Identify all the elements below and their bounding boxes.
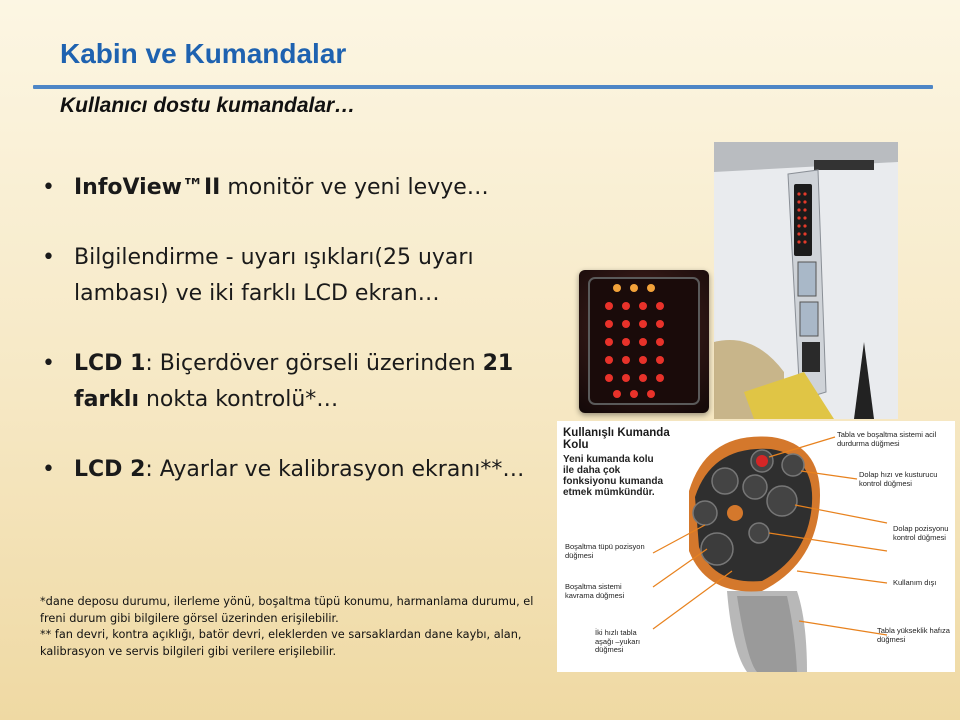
bullet-dot: • <box>42 245 55 270</box>
callout-header-updown: İki hızlı tabla aşağı –yukarı düğmesi <box>595 628 641 654</box>
callout-unload-tube: Boşaltma tüpü pozisyon düğmesi <box>565 542 645 560</box>
bullet-text: monitör ve yeni levye… <box>220 175 489 200</box>
bullet-bold-2: 21 farklı <box>74 351 514 412</box>
callout-unused: Kullanım dışı <box>893 578 937 587</box>
bullet-text: Bilgilendirme - uyarı ışıkları(25 uyarı lambası) ve iki farklı LCD ekran… <box>74 245 474 306</box>
footnotes <box>40 594 560 660</box>
bullet-item <box>40 346 550 418</box>
bullet-bold: LCD 1 <box>74 351 146 376</box>
joystick-description: Yeni kumanda kolu ile daha çok fonksiyonu kumanda etmek mümkündür. <box>563 454 664 498</box>
bullet-item <box>40 240 550 312</box>
bullet-list <box>40 170 550 522</box>
footnote-1: *dane deposu durumu, ilerleme yönü, boşaltma tüpü konumu, harmanlama durumu, el freni durum gibi bilgilere görsel üzerinden erişilebilir. <box>40 595 534 625</box>
bullet-dot: • <box>42 175 55 200</box>
footnote-2: ** fan devri, kontra açıklığı, batör devri, eleklerden ve sarsaklardan dane kaybı, alan, kalibrasyon ve servis bilgileri gibi verilere erişilebilir. <box>40 628 522 658</box>
warning-lights-graphic <box>579 270 709 413</box>
title-divider <box>33 85 933 89</box>
bullet-text: : Ayarlar ve kalibrasyon ekranı**… <box>145 457 525 482</box>
callout-reel-speed: Dolap hızı ve kusturucu kontrol düğmesi <box>859 470 938 488</box>
cabin-monitor-graphic <box>714 142 898 419</box>
callout-emergency-stop: Tabla ve boşaltma sistemi acil durdurma düğmesi <box>837 430 937 448</box>
bullet-bold: LCD 2 <box>74 457 146 482</box>
bullet-text: : Biçerdöver görseli üzerinden <box>145 351 483 376</box>
callout-reel-position: Dolap pozisyonu kontrol düğmesi <box>893 524 949 542</box>
slide-subtitle: Kullanıcı dostu kumandalar… <box>60 94 356 117</box>
bullet-dot: • <box>42 351 55 376</box>
bullet-item <box>40 452 550 488</box>
bullet-bold: InfoView™II <box>74 175 221 200</box>
joystick-title: Kullanışlı Kumanda Kolu <box>563 427 670 451</box>
callout-unload-engage: Boşaltma sistemi kavrama düğmesi <box>565 582 625 600</box>
bullet-item <box>40 170 550 206</box>
bullet-dot: • <box>42 457 55 482</box>
warning-lights-panel <box>579 270 709 413</box>
bullet-text-2: nokta kontrolü*… <box>138 387 339 412</box>
cabin-monitor-photo <box>714 142 898 419</box>
slide-title: Kabin ve Kumandalar <box>60 38 347 69</box>
callout-header-memory: Tabla yükseklik hafıza düğmesi <box>877 626 950 644</box>
joystick-diagram <box>557 421 955 672</box>
